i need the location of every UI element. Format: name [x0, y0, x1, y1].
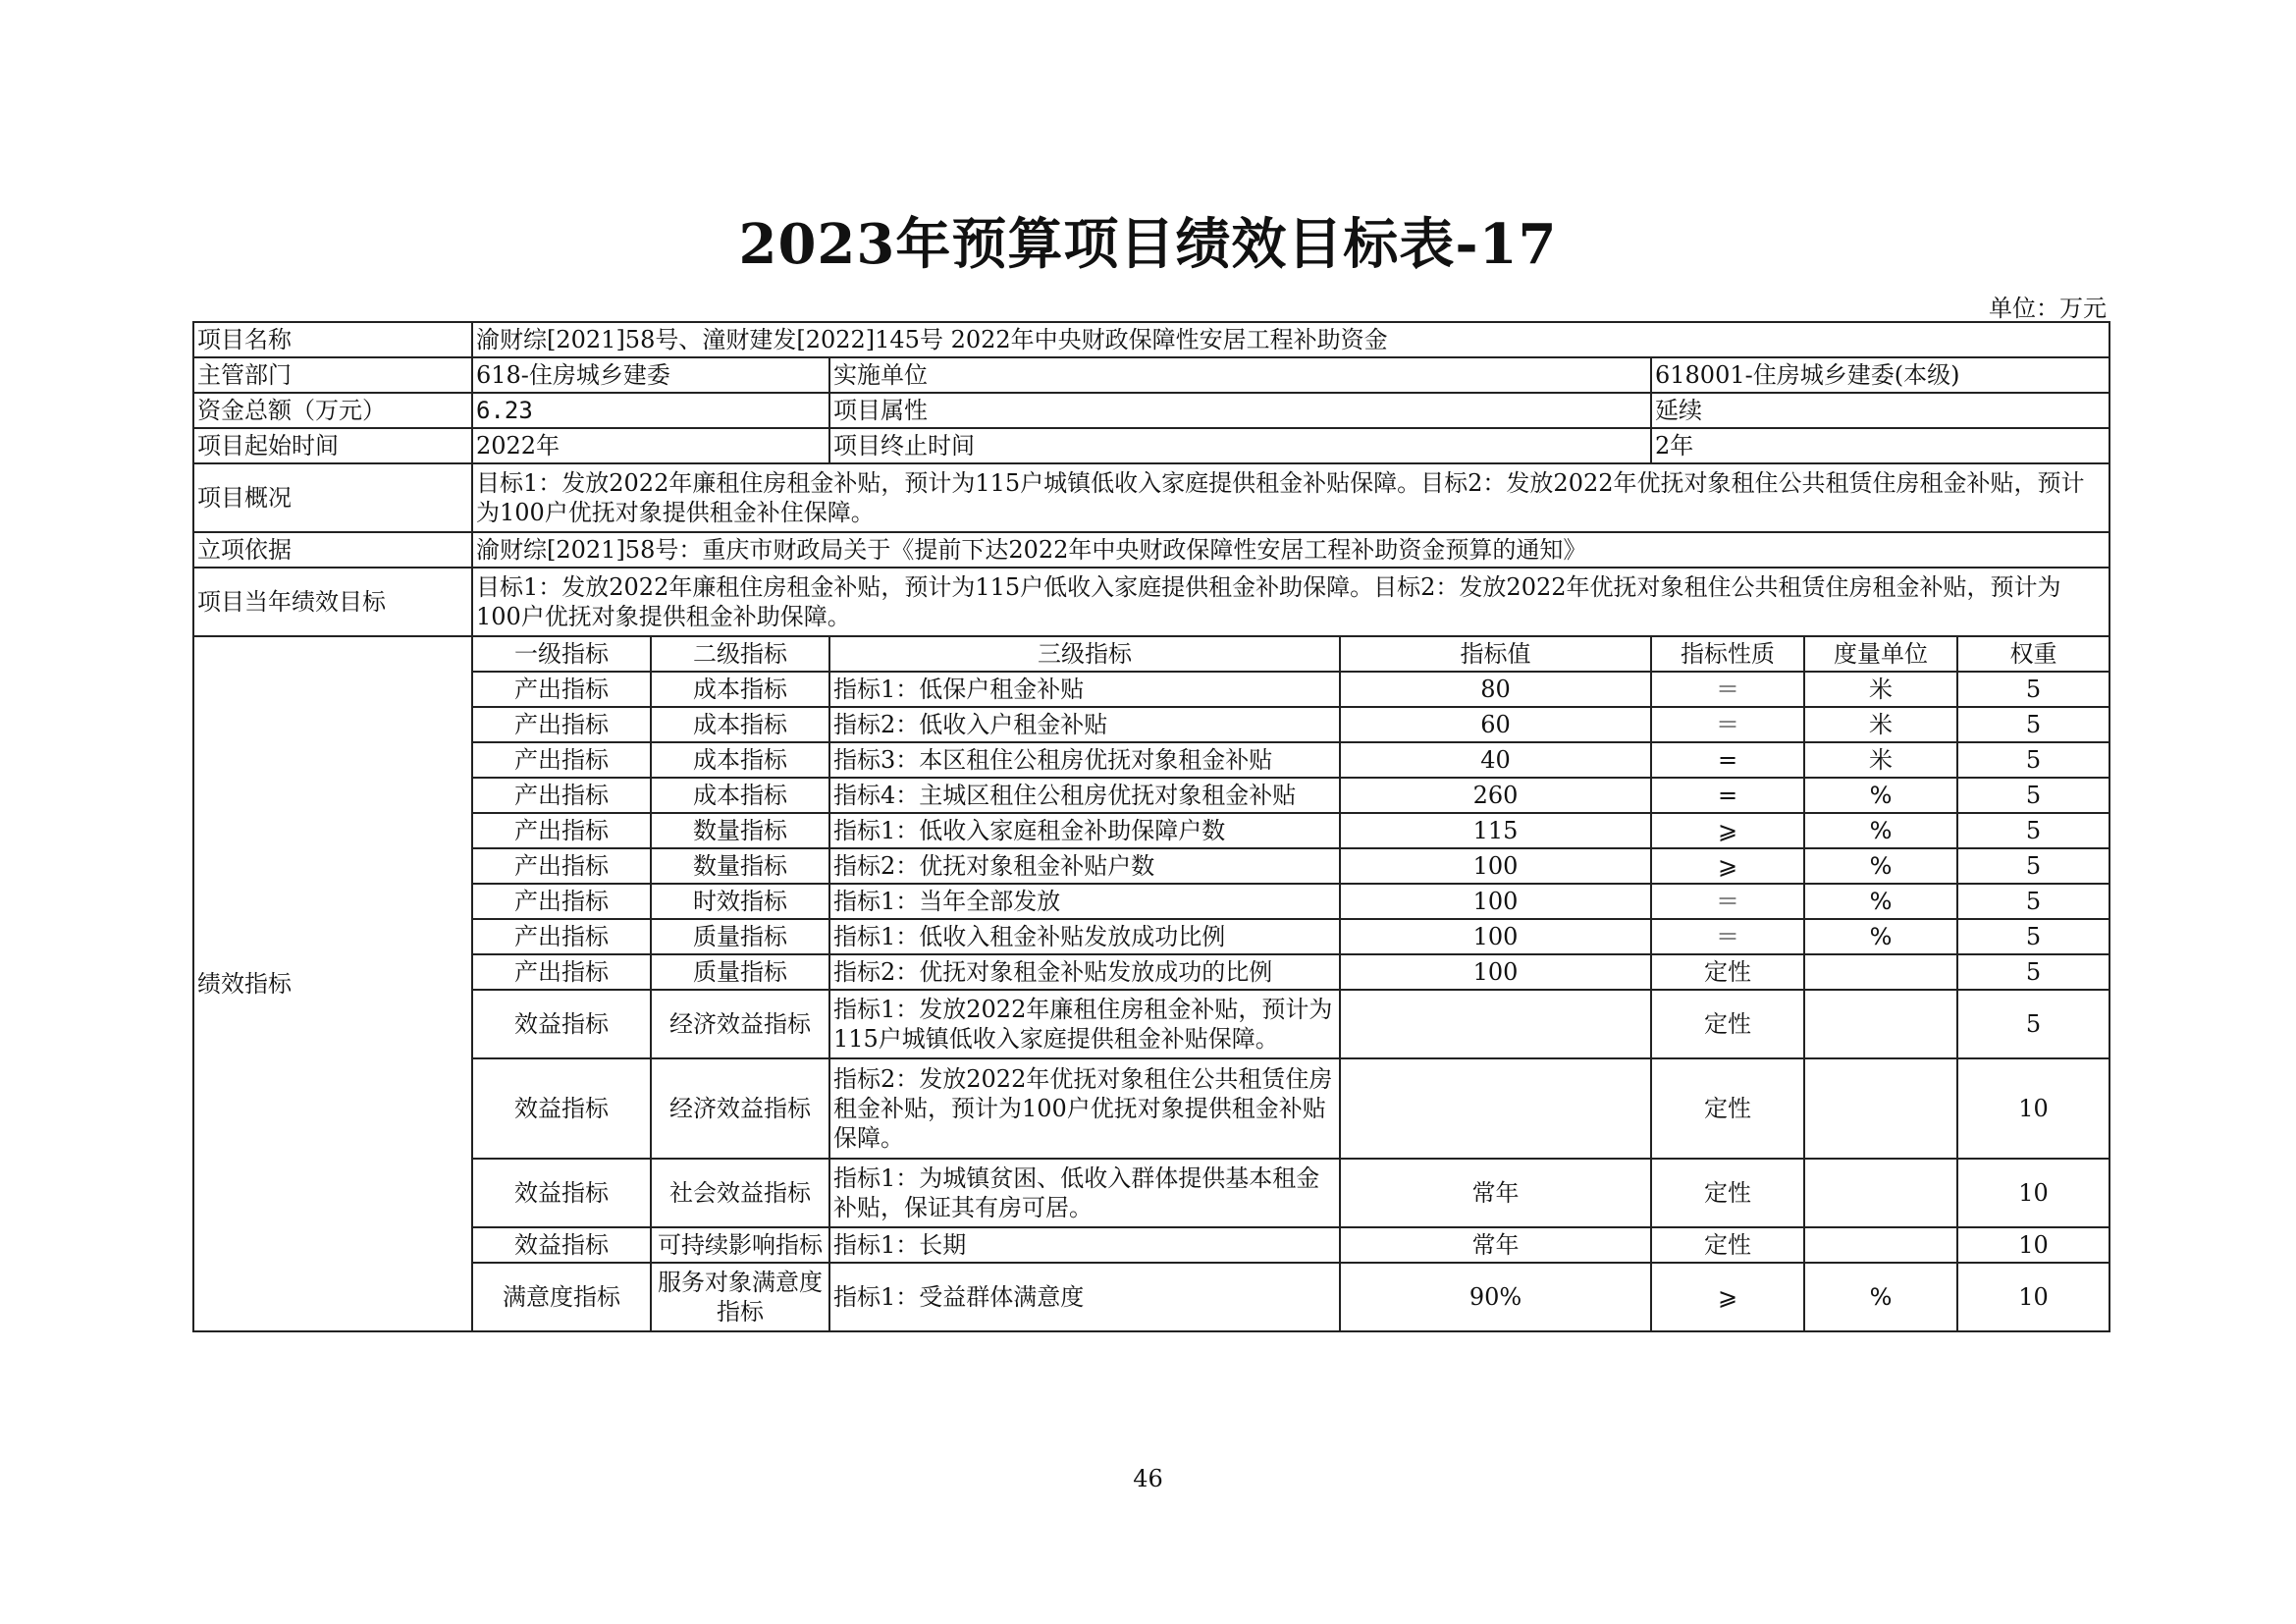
indicator-nature: ⩾	[1651, 813, 1804, 848]
header-level3: 三级指标	[829, 636, 1340, 672]
total-funds-label: 资金总额（万元）	[193, 393, 472, 428]
header-weight: 权重	[1957, 636, 2109, 672]
overview-value: 目标1：发放2022年廉租住房租金补贴，预计为115户城镇低收入家庭提供租金补贴保障。目标2：发放2022年优抚对象租住公共租赁住房租金补贴，预计为100户优抚对象提供租金补住保障。	[472, 463, 2109, 532]
indicator-level1: 产出指标	[472, 919, 651, 954]
indicator-level3: 指标3：本区租住公租房优抚对象租金补贴	[829, 742, 1340, 778]
indicator-level3: 指标2：优抚对象租金补贴户数	[829, 848, 1340, 884]
indicator-weight: 5	[1957, 848, 2109, 884]
end-label: 项目终止时间	[829, 428, 1651, 463]
table-row	[193, 919, 2109, 954]
indicator-value: 90%	[1340, 1263, 1651, 1331]
indicator-level2: 社会效益指标	[651, 1159, 829, 1227]
annual-goal-label: 项目当年绩效目标	[193, 568, 472, 636]
table-row	[193, 990, 2109, 1058]
row-overview	[193, 463, 2109, 532]
table-row	[193, 742, 2109, 778]
indicator-nature: 定性	[1651, 1058, 1804, 1159]
indicator-nature: 定性	[1651, 1227, 1804, 1263]
indicator-unit: %	[1804, 919, 1957, 954]
table-row	[193, 884, 2109, 919]
indicator-nature: =	[1651, 778, 1804, 813]
indicator-unit	[1804, 1058, 1957, 1159]
indicator-value	[1340, 990, 1651, 1058]
indicator-level3: 指标4：主城区租住公租房优抚对象租金补贴	[829, 778, 1340, 813]
indicator-level3: 指标1：低收入家庭租金补助保障户数	[829, 813, 1340, 848]
indicator-nature: ⩾	[1651, 848, 1804, 884]
start-label: 项目起始时间	[193, 428, 472, 463]
indicator-weight: 5	[1957, 742, 2109, 778]
table-row	[193, 672, 2109, 707]
table-row	[193, 813, 2109, 848]
indicator-level1: 产出指标	[472, 707, 651, 742]
indicator-unit: %	[1804, 848, 1957, 884]
indicator-weight: 5	[1957, 778, 2109, 813]
basis-value: 渝财综[2021]58号：重庆市财政局关于《提前下达2022年中央财政保障性安居工程补助资金预算的通知》	[472, 532, 2109, 568]
table-row	[193, 1263, 2109, 1331]
indicator-unit: 米	[1804, 742, 1957, 778]
indicator-value: 100	[1340, 848, 1651, 884]
table-row	[193, 1227, 2109, 1263]
indicator-header-row	[193, 636, 2109, 672]
indicator-unit	[1804, 954, 1957, 990]
indicator-value	[1340, 1058, 1651, 1159]
header-value: 指标值	[1340, 636, 1651, 672]
indicator-level1: 产出指标	[472, 813, 651, 848]
row-funds	[193, 393, 2109, 428]
indicator-level2: 质量指标	[651, 954, 829, 990]
annual-goal-value: 目标1：发放2022年廉租住房租金补贴，预计为115户低收入家庭提供租金补助保障。目标2：发放2022年优抚对象租住公共租赁住房租金补贴，预计为100户优抚对象提供租金补助保障。	[472, 568, 2109, 636]
indicator-level2: 时效指标	[651, 884, 829, 919]
indicator-level2: 经济效益指标	[651, 1058, 829, 1159]
indicator-level1: 产出指标	[472, 742, 651, 778]
attr-label: 项目属性	[829, 393, 1651, 428]
indicator-level3: 指标1：低收入租金补贴发放成功比例	[829, 919, 1340, 954]
indicator-level2: 成本指标	[651, 707, 829, 742]
indicator-weight: 5	[1957, 672, 2109, 707]
indicator-weight: 5	[1957, 954, 2109, 990]
table-row	[193, 1058, 2109, 1159]
indicator-weight: 5	[1957, 919, 2109, 954]
indicator-value: 100	[1340, 954, 1651, 990]
attr-value: 延续	[1651, 393, 2109, 428]
basis-label: 立项依据	[193, 532, 472, 568]
impl-unit-label: 实施单位	[829, 357, 1651, 393]
indicator-unit	[1804, 990, 1957, 1058]
indicator-unit: 米	[1804, 672, 1957, 707]
table-row	[193, 954, 2109, 990]
start-value: 2022年	[472, 428, 829, 463]
indicator-level3: 指标1：受益群体满意度	[829, 1263, 1340, 1331]
indicator-unit: %	[1804, 884, 1957, 919]
table-row	[193, 707, 2109, 742]
indicator-weight: 10	[1957, 1159, 2109, 1227]
indicator-nature: ＝	[1651, 707, 1804, 742]
project-name-label: 项目名称	[193, 322, 472, 357]
header-nature: 指标性质	[1651, 636, 1804, 672]
indicator-nature: ＝	[1651, 919, 1804, 954]
indicator-level3: 指标2：优抚对象租金补贴发放成功的比例	[829, 954, 1340, 990]
indicator-level1: 产出指标	[472, 848, 651, 884]
row-annual-goal	[193, 568, 2109, 636]
impl-unit-value: 618001-住房城乡建委(本级)	[1651, 357, 2109, 393]
row-dept	[193, 357, 2109, 393]
indicator-unit	[1804, 1159, 1957, 1227]
page-number: 46	[1133, 1465, 1163, 1492]
indicator-level1: 效益指标	[472, 1159, 651, 1227]
indicator-level1: 产出指标	[472, 884, 651, 919]
indicator-section-label: 绩效指标	[193, 636, 472, 1331]
indicator-value: 80	[1340, 672, 1651, 707]
indicator-level1: 效益指标	[472, 1058, 651, 1159]
indicator-nature: 定性	[1651, 990, 1804, 1058]
indicator-weight: 5	[1957, 990, 2109, 1058]
indicator-level1: 产出指标	[472, 778, 651, 813]
indicator-weight: 10	[1957, 1263, 2109, 1331]
indicator-weight: 5	[1957, 884, 2109, 919]
indicator-nature: 定性	[1651, 1159, 1804, 1227]
indicator-nature: =	[1651, 742, 1804, 778]
row-period	[193, 428, 2109, 463]
indicator-unit: %	[1804, 1263, 1957, 1331]
indicator-level3: 指标1：发放2022年廉租住房租金补贴，预计为115户城镇低收入家庭提供租金补贴保障。	[829, 990, 1340, 1058]
indicator-level2: 质量指标	[651, 919, 829, 954]
indicator-level3: 指标2：低收入户租金补贴	[829, 707, 1340, 742]
row-basis	[193, 532, 2109, 568]
indicator-level1: 效益指标	[472, 990, 651, 1058]
indicator-level2: 可持续影响指标	[651, 1227, 829, 1263]
indicator-level3: 指标1：长期	[829, 1227, 1340, 1263]
indicator-level2: 数量指标	[651, 813, 829, 848]
overview-label: 项目概况	[193, 463, 472, 532]
project-name-value: 渝财综[2021]58号、潼财建发[2022]145号 2022年中央财政保障性安居工程补助资金	[472, 322, 2109, 357]
dept-value: 618-住房城乡建委	[472, 357, 829, 393]
indicator-nature: 定性	[1651, 954, 1804, 990]
header-unit: 度量单位	[1804, 636, 1957, 672]
indicator-unit: %	[1804, 813, 1957, 848]
indicator-weight: 10	[1957, 1058, 2109, 1159]
indicator-value: 100	[1340, 884, 1651, 919]
indicator-level1: 满意度指标	[472, 1263, 651, 1331]
indicator-level2: 经济效益指标	[651, 990, 829, 1058]
indicator-value: 60	[1340, 707, 1651, 742]
indicator-value: 260	[1340, 778, 1651, 813]
indicator-value: 115	[1340, 813, 1651, 848]
indicator-value: 常年	[1340, 1227, 1651, 1263]
indicator-level3: 指标2：发放2022年优抚对象租住公共租赁住房租金补贴，预计为100户优抚对象提供租金补贴保障。	[829, 1058, 1340, 1159]
table-row	[193, 848, 2109, 884]
indicator-level2: 数量指标	[651, 848, 829, 884]
indicator-level1: 产出指标	[472, 672, 651, 707]
indicator-unit: %	[1804, 778, 1957, 813]
indicator-nature: ⩾	[1651, 1263, 1804, 1331]
indicator-level3: 指标1：低保户租金补贴	[829, 672, 1340, 707]
header-level1: 一级指标	[472, 636, 651, 672]
indicator-unit: 米	[1804, 707, 1957, 742]
indicator-level3: 指标1：当年全部发放	[829, 884, 1340, 919]
indicator-nature: ＝	[1651, 884, 1804, 919]
indicator-unit	[1804, 1227, 1957, 1263]
indicator-weight: 5	[1957, 813, 2109, 848]
header-level2: 二级指标	[651, 636, 829, 672]
table-row	[193, 778, 2109, 813]
indicator-value: 100	[1340, 919, 1651, 954]
row-project-name	[193, 322, 2109, 357]
indicator-level1: 效益指标	[472, 1227, 651, 1263]
indicator-nature: ＝	[1651, 672, 1804, 707]
indicator-level2: 成本指标	[651, 742, 829, 778]
dept-label: 主管部门	[193, 357, 472, 393]
indicator-value: 40	[1340, 742, 1651, 778]
indicator-level2: 服务对象满意度指标	[651, 1263, 829, 1331]
end-value: 2年	[1651, 428, 2109, 463]
page-title: 2023年预算项目绩效目标表-17	[738, 212, 1558, 277]
total-funds-value: 6.23	[472, 393, 829, 428]
indicator-value: 常年	[1340, 1159, 1651, 1227]
indicator-level2: 成本指标	[651, 778, 829, 813]
performance-table	[192, 321, 2110, 1332]
indicator-level2: 成本指标	[651, 672, 829, 707]
indicator-weight: 5	[1957, 707, 2109, 742]
indicator-level1: 产出指标	[472, 954, 651, 990]
indicator-weight: 10	[1957, 1227, 2109, 1263]
indicator-level3: 指标1：为城镇贫困、低收入群体提供基本租金补贴，保证其有房可居。	[829, 1159, 1340, 1227]
table-row	[193, 1159, 2109, 1227]
unit-label: 单位：万元	[1989, 295, 2107, 322]
